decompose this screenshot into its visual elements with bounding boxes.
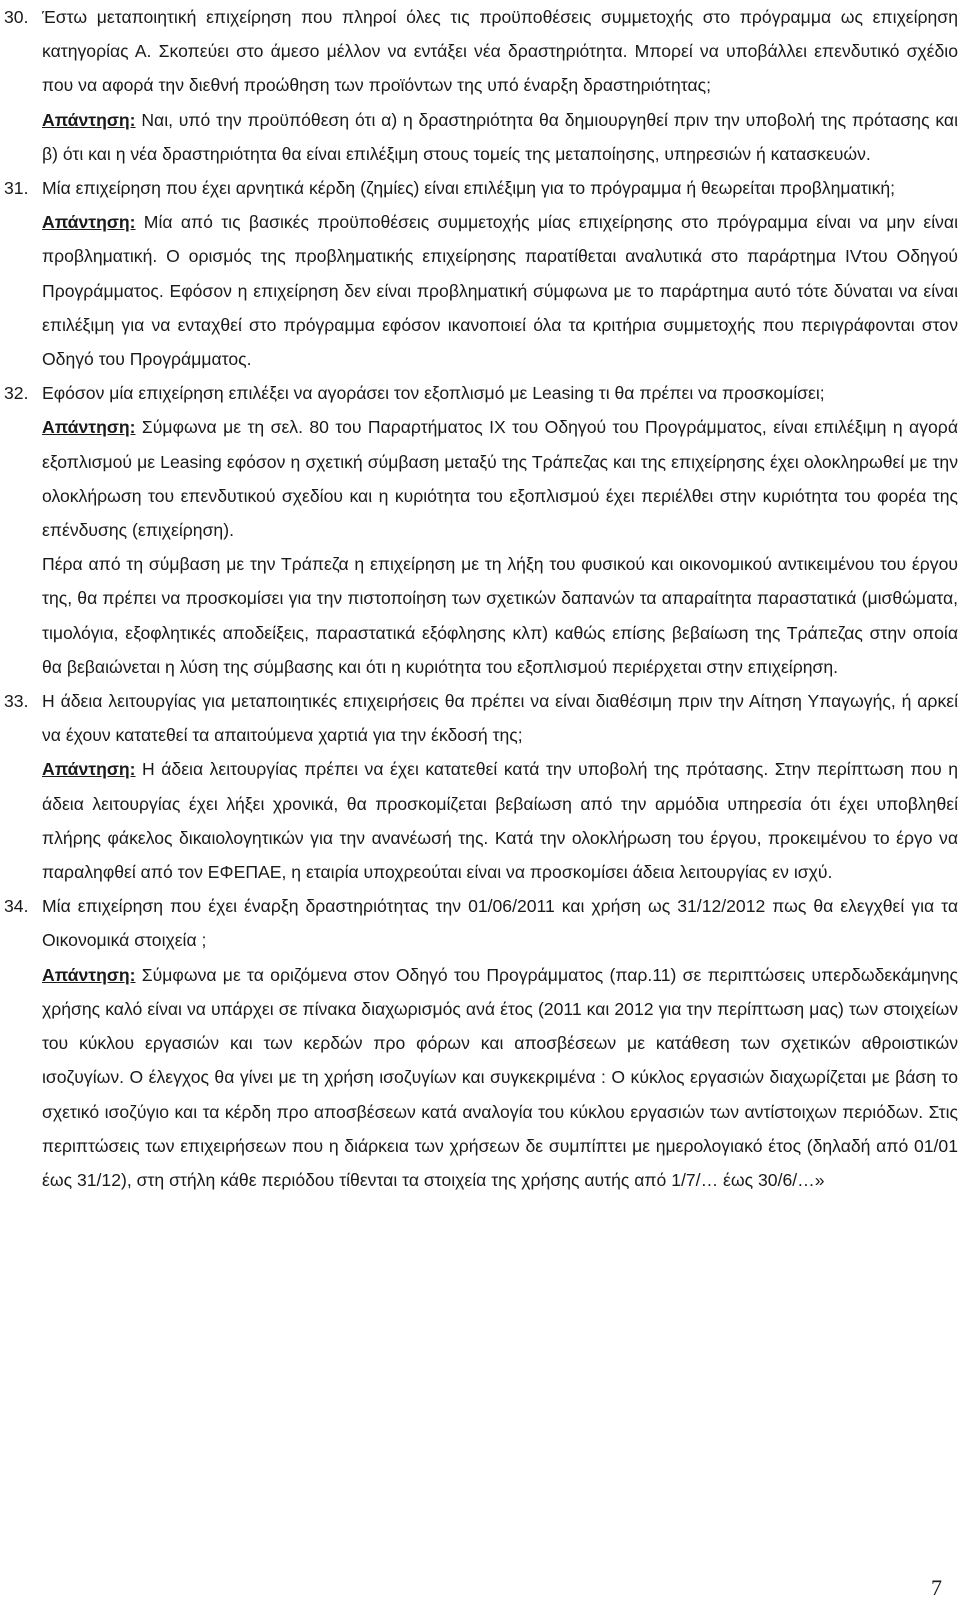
- faq-item-34: [4, 889, 958, 1197]
- faq-list: [4, 0, 958, 1197]
- answer-block: [42, 958, 958, 1197]
- page-number: 7: [931, 1575, 942, 1600]
- faq-item-33: [4, 684, 958, 889]
- faq-item-31: [4, 171, 958, 376]
- faq-item-30: [4, 0, 958, 171]
- question-text: Μία επιχείρηση που έχει έναρξη δραστηριότητας την 01/06/2011 και χρήση ως 31/12/2012 πως θα ελεγχθεί για τα Οικονομικά στοιχεία ;: [42, 896, 958, 951]
- item-number: 31.: [4, 178, 29, 199]
- answer-text: Σύμφωνα με τα οριζόμενα στον Οδηγό του Προγράμματος (παρ.11) σε περιπτώσεις υπερδωδεκάμηνης χρήσης καλό είναι να υπάρχει σε πίνακα διαχωρισμός ανά έτος (2011 και 2012 για την περίπτωση μας) των στοιχείων του κύκλου εργασιών και των κερδών προ φόρων και αποσβέσεων με κατάθεση των σχετικών αθροιστικών ισοζυγίων. Ο έλεγχος θα γίνει με τη χρήση ισοζυγίων και συγκεκριμένα : Ο κύκλος εργασιών διαχωρίζεται με βάση το σχετικό ισοζύγιο και τα κέρδη προ αποσβέσεων κατά αναλογία του κύκλου εργασιών των αντίστοιχων περιόδων. Στις περιπτώσεις των επιχειρήσεων που η διάρκεια των χρήσεων δε συμπίπτει με ημερολογιακό έτος (δηλαδή από 01/01 έως 31/12), στη στήλη κάθε περιόδου τίθενται τα στοιχεία της χρήσης αυτής από 1/7/… έως 30/6/…»: [42, 964, 958, 1190]
- item-number: 34.: [4, 896, 29, 917]
- answer-label: Απάντηση:: [42, 417, 136, 438]
- question-text: Μία επιχείρηση που έχει αρνητικά κέρδη (ζημίες) είναι επιλέξιμη για το πρόγραμμα ή θεωρείται προβληματική;: [42, 178, 896, 199]
- answer-block: [42, 205, 958, 376]
- answer-text: Ναι, υπό την προϋπόθεση ότι α) η δραστηριότητα θα δημιουργηθεί πριν την υποβολή της πρότασης και β) ότι και η νέα δραστηριότητα θα είναι επιλέξιμη στους τομείς της μεταποίησης, υπηρεσιών ή κατασκευών.: [42, 109, 958, 164]
- item-number: 30.: [4, 7, 29, 27]
- answer-text: Μία από τις βασικές προϋποθέσεις συμμετοχής μίας επιχείρησης στο πρόγραμμα είναι να μην είναι προβληματική. Ο ορισμός της προβληματικής επιχείρησης παρατίθεται αναλυτικά στο παράρτημα IVτου Οδηγού Προγράμματος. Εφόσον η επιχείρηση δεν είναι προβληματική σύμφωνα με το παράρτημα αυτό τότε δύναται να είναι επιλέξιμη για να ενταχθεί στο πρόγραμμα εφόσον ικανοποιεί όλα τα κριτήρια συμμετοχής που περιγράφονται στον Οδηγό του Προγράμματος.: [42, 212, 958, 370]
- answer-block: [42, 103, 958, 171]
- answer-text: Η άδεια λειτουργίας πρέπει να έχει κατατεθεί κατά την υποβολή της πρότασης. Στην περίπτωση που η άδεια λειτουργίας έχει λήξει χρονικά, θα προσκομίζεται βεβαίωση από την αρμόδια υπηρεσία ότι έχει υποβληθεί πλήρης φάκελος δικαιολογητικών για την ανανέωσή της. Κατά την ολοκλήρωση του έργου, προκειμένου το έργο να παραληφθεί από τον ΕΦΕΠΑΕ, η εταιρία υποχρεούται είναι να προσκομίσει άδεια λειτουργίας εν ισχύ.: [42, 759, 958, 883]
- answer-continuation: Πέρα από τη σύμβαση με την Τράπεζα η επιχείρηση με τη λήξη του φυσικού και οικονομικού αντικειμένου του έργου της, θα πρέπει να προσκομίσει για την πιστοποίηση των σχετικών δαπανών τα απαραίτητα παραστατικά (μισθώματα, τιμολόγια, εξοφλητικές αποδείξεις, παραστατικά εξόφλησης κλπ) καθώς επίσης βεβαίωση της Τράπεζας στην οποία θα βεβαιώνεται η λύση της σύμβασης και ότι η κυριότητα του εξοπλισμού περιέρχεται στην επιχείρηση.: [42, 554, 958, 677]
- answer-block: [42, 410, 958, 547]
- question-text: Έστω μεταποιητική επιχείρηση που πληροί όλες τις προϋποθέσεις συμμετοχής στο πρόγραμμα ως επιχείρηση κατηγορίας Α. Σκοπεύει στο άμεσο μέλλον να εντάξει νέα δραστηριότητα. Μπορεί να υποβάλλει επενδυτικό σχέδιο που να αφορά την διεθνή προώθηση των προϊόντων της υπό έναρξη δραστηριότητας;: [42, 7, 958, 96]
- question-text: Η άδεια λειτουργίας για μεταποιητικές επιχειρήσεις θα πρέπει να είναι διαθέσιμη πριν την Αίτηση Υπαγωγής, ή αρκεί να έχουν κατατεθεί τα απαιτούμενα χαρτιά για την έκδοσή της;: [42, 691, 958, 746]
- answer-label: Απάντηση:: [42, 212, 136, 233]
- answer-text: Σύμφωνα με τη σελ. 80 του Παραρτήματος IX του Οδηγού του Προγράμματος, είναι επιλέξιμη η αγορά εξοπλισμού με Leasing εφόσον η σχετική σύμβαση μεταξύ της Τράπεζας και της επιχείρησης έχει ολοκληρωθεί με την ολοκλήρωση του επενδυτικού σχεδίου και η κυριότητα του εξοπλισμού έχει περιέλθει στην κυριότητα του φορέα της επένδυσης (επιχείρηση).: [42, 417, 958, 541]
- answer-label: Απάντηση:: [42, 109, 136, 130]
- item-number: 32.: [4, 383, 29, 404]
- answer-block: [42, 752, 958, 889]
- answer-label: Απάντηση:: [42, 759, 136, 780]
- item-number: 33.: [4, 691, 29, 712]
- answer-label: Απάντηση:: [42, 964, 136, 985]
- question-text: Εφόσον μία επιχείρηση επιλέξει να αγοράσει τον εξοπλισμό με Leasing τι θα πρέπει να προσκομίσει;: [42, 383, 825, 404]
- faq-item-32: [4, 376, 958, 684]
